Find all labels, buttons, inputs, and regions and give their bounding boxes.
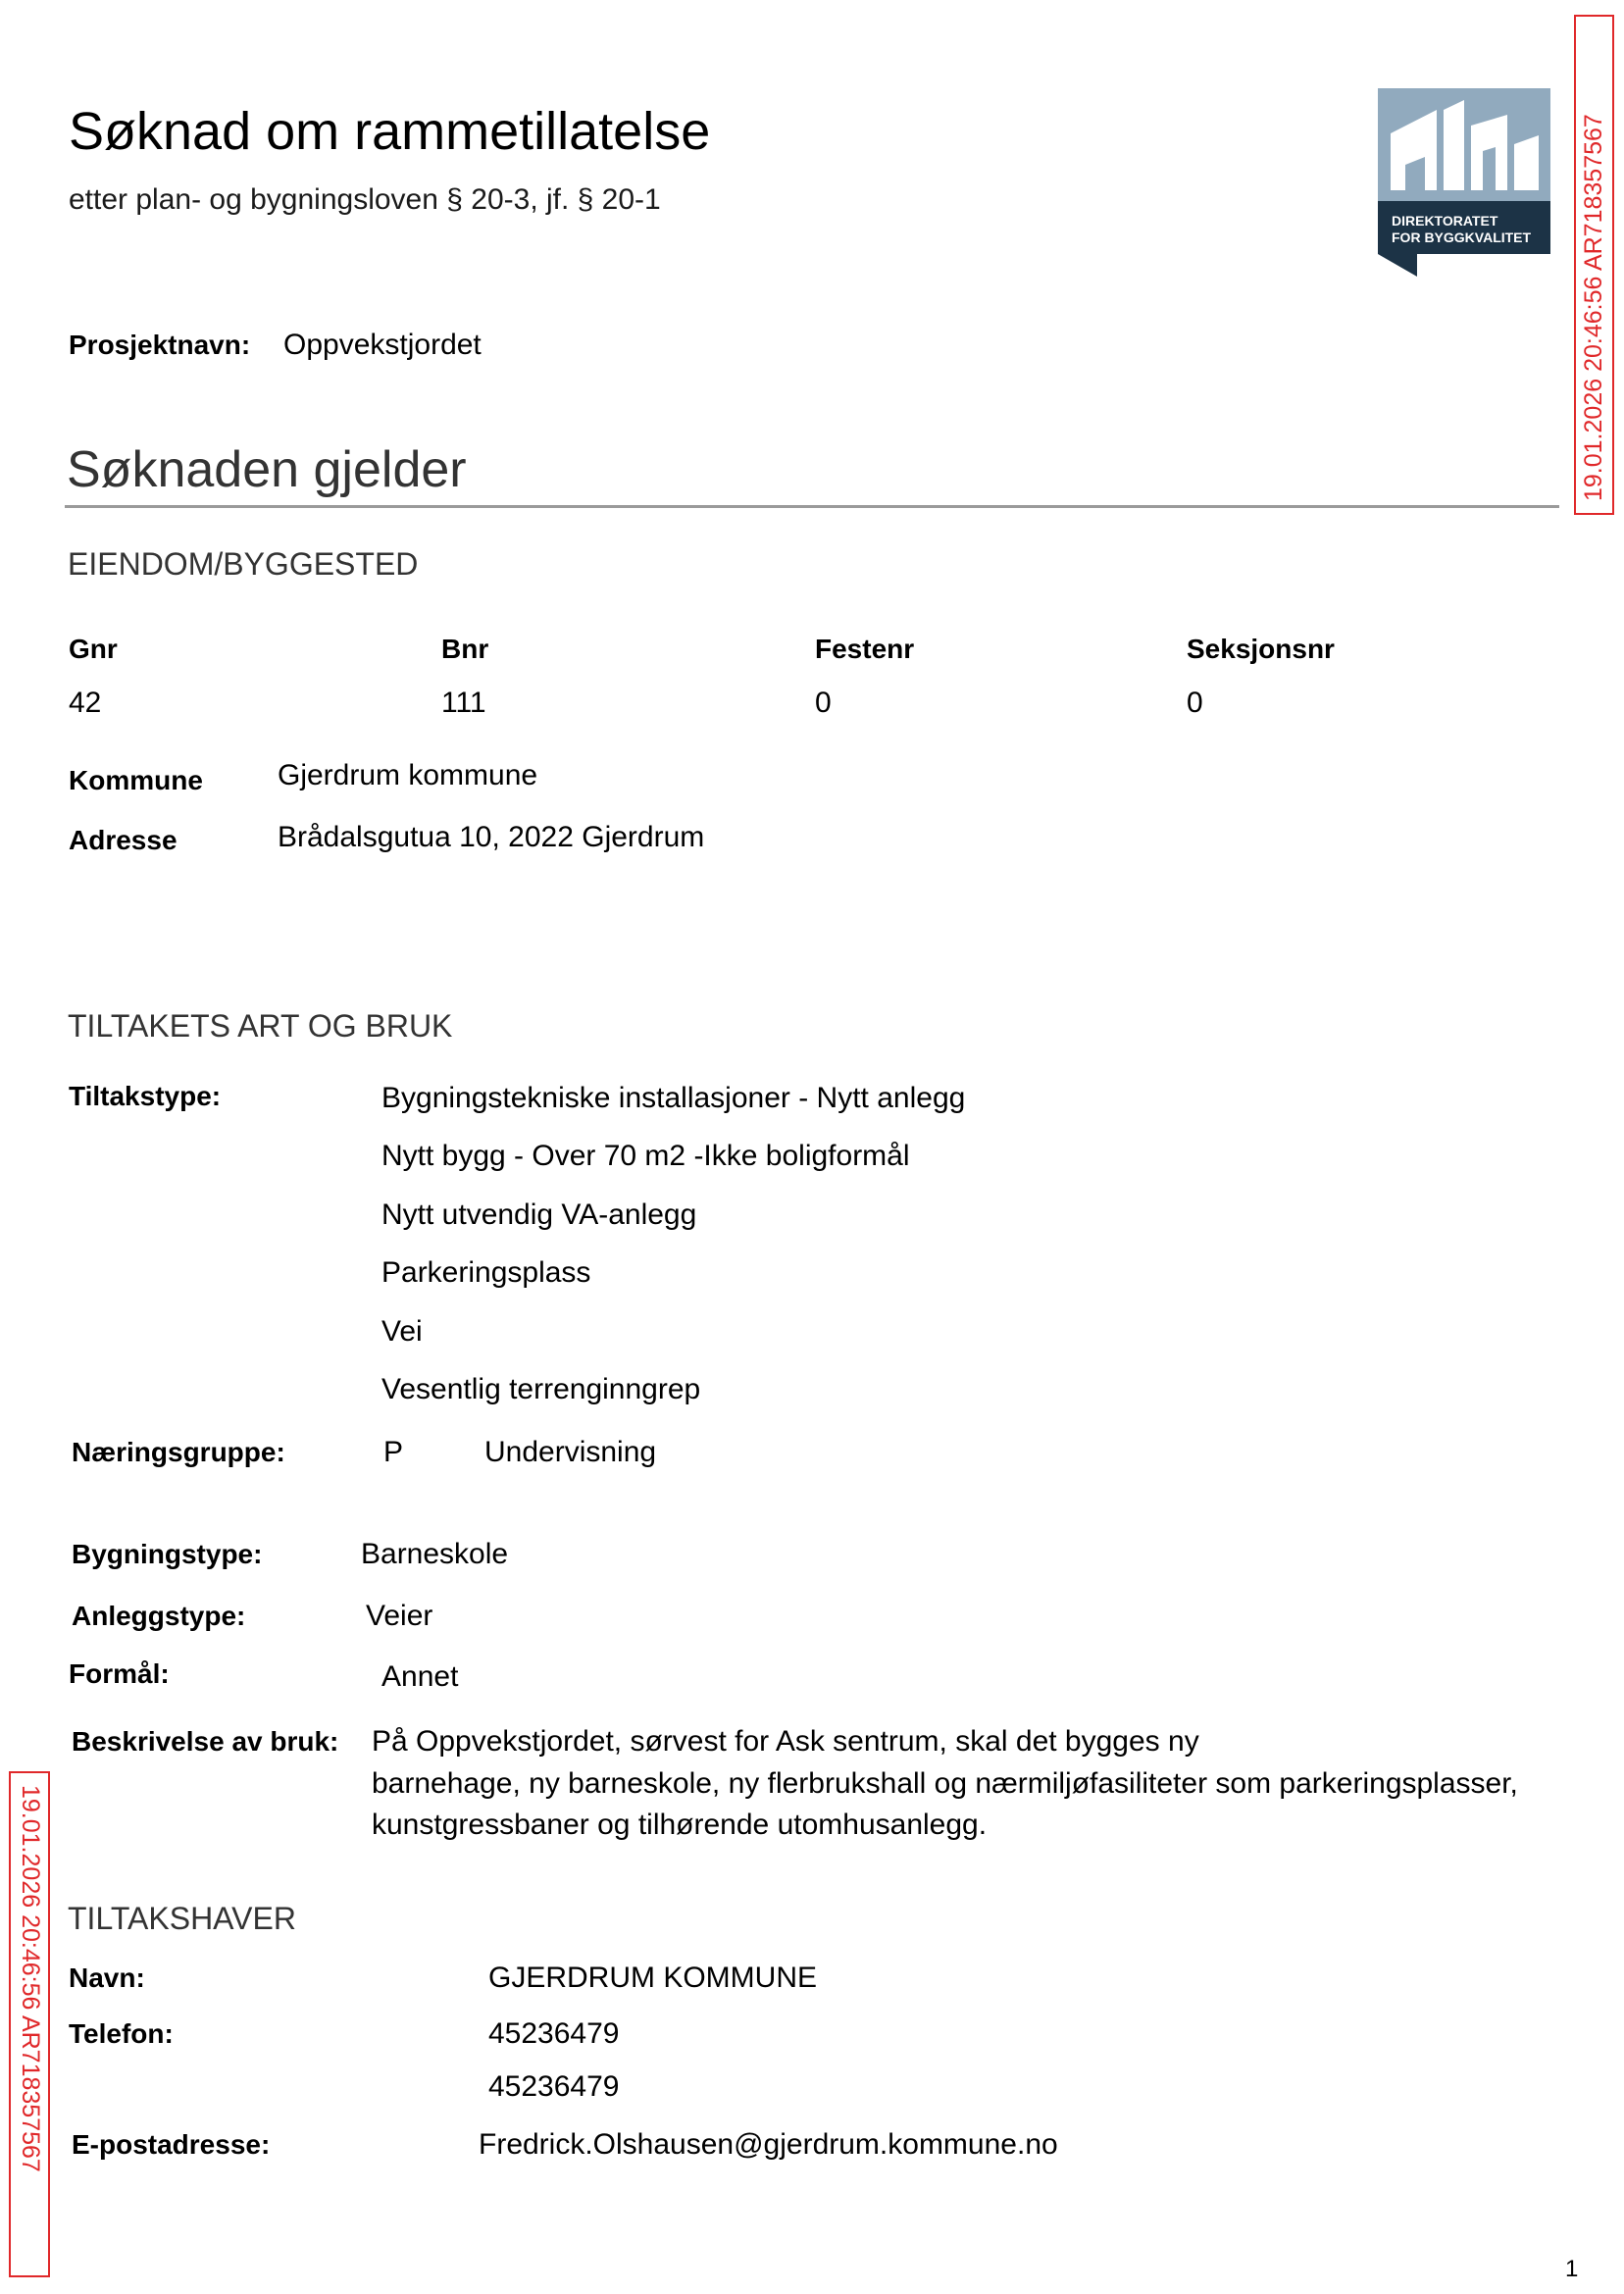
kommune-label: Kommune [69, 765, 203, 795]
beskrivelse-label: Beskrivelse av bruk: [72, 1726, 339, 1757]
logo-text-line1: DIREKTORATET [1392, 213, 1498, 229]
adresse-label: Adresse [69, 825, 178, 855]
bygningstype-label: Bygningstype: [72, 1539, 263, 1569]
tiltakstype-label: Tiltakstype: [69, 1081, 222, 1111]
timestamp-stamp-right: 19.01.2026 20:46:56 AR718357567 [1574, 15, 1614, 515]
navn-value: GJERDRUM KOMMUNE [488, 1962, 817, 1994]
tiltak-heading: TILTAKETS ART OG BRUK [68, 1008, 453, 1044]
bnr-value: 111 [441, 687, 486, 719]
seksjonsnr-header: Seksjonsnr [1187, 634, 1335, 664]
logo-building-shape [1514, 135, 1539, 190]
telefon-label: Telefon: [69, 2018, 174, 2049]
anleggstype-label: Anleggstype: [72, 1601, 246, 1631]
section-divider [65, 505, 1559, 508]
gnr-value: 42 [69, 687, 102, 719]
formal-label: Formål: [69, 1658, 170, 1689]
bnr-header: Bnr [441, 634, 489, 664]
adresse-value: Brådalsgutua 10, 2022 Gjerdrum [278, 821, 705, 853]
tiltakstype-item: Vei [381, 1314, 423, 1348]
project-name-label: Prosjektnavn: [69, 330, 251, 360]
beskrivelse-text: På Oppvekstjordet, sørvest for Ask sentrum, skal det bygges ny barnehage, ny barneskole, ny flerbrukshall og nærmiljøfasiliteter som parkeringsplasser, kunstgressbaner og tilhørende utomhusanlegg. [372, 1725, 1518, 1841]
timestamp-stamp-left: 19.01.2026 20:46:56 AR718357567 [9, 1771, 50, 2277]
tiltakstype-item: Parkeringsplass [381, 1256, 591, 1290]
seksjonsnr-value: 0 [1187, 687, 1203, 719]
kommune-value: Gjerdrum kommune [278, 759, 538, 791]
epost-value: Fredrick.Olshausen@gjerdrum.kommune.no [479, 2128, 1058, 2161]
naeringsgruppe-value: Undervisning [484, 1436, 657, 1468]
document-title: Søknad om rammetillatelse [69, 102, 711, 161]
dibk-logo [1378, 88, 1550, 277]
festenr-value: 0 [815, 687, 832, 719]
page-number: 1 [1565, 2256, 1579, 2282]
logo-ribbon-tab [1378, 254, 1417, 277]
section-title: Søknaden gjelder [67, 441, 467, 498]
naeringsgruppe-label: Næringsgruppe: [72, 1437, 285, 1467]
eiendom-heading: EIENDOM/BYGGESTED [68, 546, 419, 582]
tiltakstype-item: Bygningstekniske installasjoner - Nytt anlegg [381, 1082, 966, 1114]
logo-building-shape [1444, 100, 1464, 190]
navn-label: Navn: [69, 1963, 145, 1993]
tiltakstype-item: Nytt bygg - Over 70 m2 -Ikke boligformål [381, 1140, 910, 1173]
naeringsgruppe-code: P [383, 1436, 404, 1468]
epost-label: E-postadresse: [72, 2129, 271, 2160]
tiltakstype-item: Vesentlig terrenginngrep [381, 1372, 701, 1405]
document-subtitle: etter plan- og bygningsloven § 20-3, jf. § 20-1 [69, 183, 661, 216]
gnr-header: Gnr [69, 634, 118, 664]
tiltakshaver-heading: TILTAKSHAVER [68, 1901, 296, 1936]
formal-value: Annet [381, 1660, 459, 1693]
telefon-value: 45236479 [488, 2070, 620, 2103]
bygningstype-value: Barneskole [361, 1538, 509, 1570]
anleggstype-value: Veier [366, 1600, 433, 1632]
tiltakstype-item: Nytt utvendig VA-anlegg [381, 1198, 697, 1231]
tiltakstype-list [381, 1081, 965, 1430]
telefon-value: 45236479 [488, 2017, 620, 2050]
project-name-value: Oppvekstjordet [283, 329, 482, 361]
logo-text-line2: FOR BYGGKVALITET [1392, 229, 1532, 245]
festenr-header: Festenr [815, 634, 915, 664]
